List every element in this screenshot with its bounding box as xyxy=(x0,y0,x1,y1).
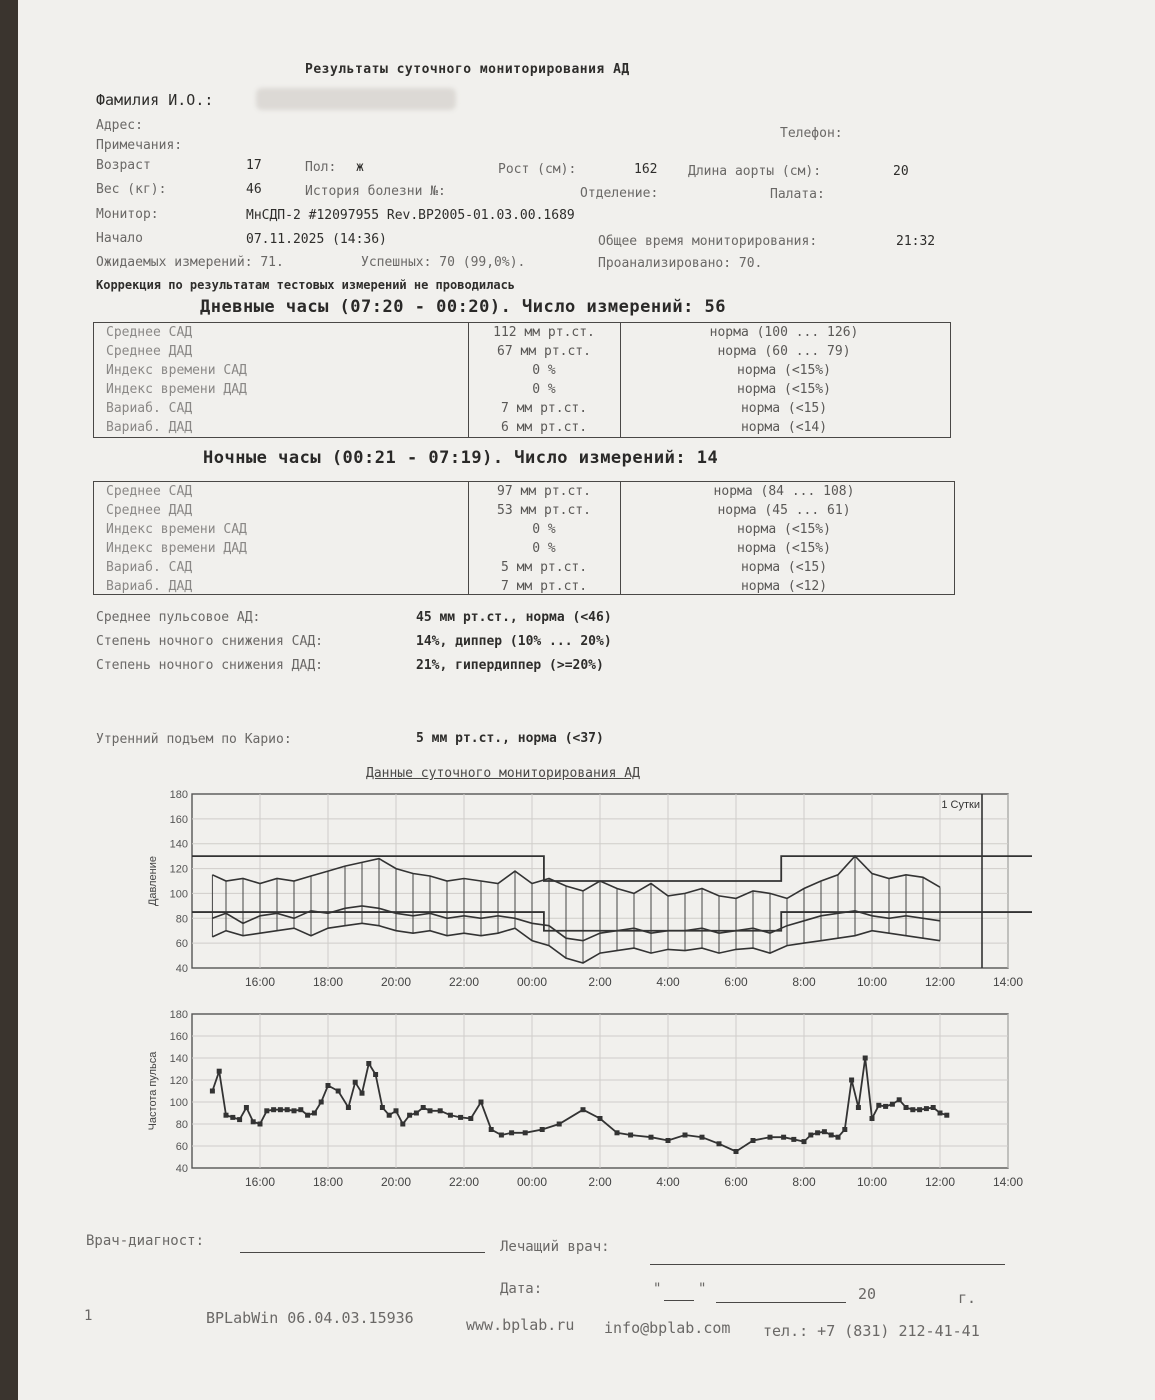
x-tick-label: 8:00 xyxy=(792,975,816,989)
morning-rise-value: 5 мм рт.ст., норма (<37) xyxy=(416,731,604,746)
footer-website: www.bplab.ru xyxy=(466,1316,575,1334)
night-drop-sad-value: 14%, диппер (10% ... 20%) xyxy=(416,634,612,649)
weight-label: Вес (кг): xyxy=(96,182,167,197)
attending-signature-line xyxy=(650,1264,1005,1265)
pulse-point xyxy=(373,1072,378,1077)
pulse-point xyxy=(944,1113,949,1118)
footer-software: BPLabWin 06.04.03.15936 xyxy=(206,1309,414,1327)
morning-rise-label: Утренний подъем по Карио: xyxy=(96,732,292,747)
pulse-pressure-label: Среднее пульсовое АД: xyxy=(96,610,261,625)
day-row: Индекс времени ДАД 0 % норма (<15%) xyxy=(106,382,831,397)
pulse-point xyxy=(438,1108,443,1113)
pulse-point xyxy=(666,1138,671,1143)
pulse-point xyxy=(598,1116,603,1121)
y-tick-label: 120 xyxy=(169,863,188,876)
x-tick-label: 6:00 xyxy=(724,1175,748,1189)
pulse-point xyxy=(924,1106,929,1111)
monitor-value: МнСДП-2 #12097955 Rev.BP2005-01.03.00.1689 xyxy=(246,208,575,223)
pulse-point xyxy=(489,1127,494,1132)
notes-label: Примечания: xyxy=(96,138,183,153)
day-table xyxy=(93,322,951,438)
pulse-point xyxy=(849,1078,854,1083)
x-tick-label: 22:00 xyxy=(448,975,480,989)
y-tick-label: 140 xyxy=(169,1053,188,1065)
x-tick-label: 20:00 xyxy=(380,1175,412,1189)
report-sheet xyxy=(18,0,1155,1400)
start-value: 07.11.2025 (14:36) xyxy=(246,232,387,247)
y-tick-label: 160 xyxy=(169,1031,188,1043)
total-time-value: 21:32 xyxy=(896,234,936,249)
pulse-pressure-value: 45 мм рт.ст., норма (<46) xyxy=(416,610,612,625)
pulse-point xyxy=(863,1056,868,1061)
y-tick-label: 180 xyxy=(169,789,188,801)
monitor-label: Монитор: xyxy=(96,207,159,222)
night-drop-sad-label: Степень ночного снижения САД: xyxy=(96,634,323,649)
sex-label: Пол: xyxy=(305,160,337,175)
pulse-point xyxy=(910,1107,915,1112)
pulse-point xyxy=(876,1103,881,1108)
day-row: Среднее САД 112 мм рт.ст. норма (100 ... 126) xyxy=(106,325,859,340)
weight-value: 46 xyxy=(246,182,262,197)
date-label: Дата: xyxy=(500,1281,543,1297)
aorta-label: Длина аорты (см): xyxy=(688,164,822,179)
doctor-diag-label: Врач-диагност: xyxy=(86,1233,205,1249)
address-label: Адрес: xyxy=(96,118,143,133)
pulse-point xyxy=(917,1107,922,1112)
success-text: Успешных: 70 (99,0%). xyxy=(361,255,526,270)
pulse-point xyxy=(581,1107,586,1112)
pulse-point xyxy=(509,1130,514,1135)
pulse-point xyxy=(822,1129,827,1134)
x-tick-label: 2:00 xyxy=(588,975,612,989)
ward-label: Палата: xyxy=(770,187,825,202)
night-drop-dad-value: 21%, гипердиппер (>=20%) xyxy=(416,658,604,673)
chart-title: Данные суточного мониторирования АД xyxy=(366,766,640,781)
pulse-point xyxy=(244,1105,249,1110)
total-time-label: Общее время мониторирования: xyxy=(598,234,818,249)
pulse-point xyxy=(298,1107,303,1112)
night-row: Вариаб. ДАД 7 мм рт.ст. норма (<12) xyxy=(106,579,828,594)
pulse-point xyxy=(407,1113,412,1118)
pulse-point xyxy=(836,1135,841,1140)
pulse-point xyxy=(615,1130,620,1135)
pulse-point xyxy=(870,1116,875,1121)
date-day-line xyxy=(664,1300,694,1301)
pulse-point xyxy=(897,1097,902,1102)
night-row: Среднее ДАД 53 мм рт.ст. норма (45 ... 61) xyxy=(106,503,851,518)
pulse-chart xyxy=(102,1004,1032,1208)
pulse-point xyxy=(380,1105,385,1110)
x-tick-label: 18:00 xyxy=(312,1175,344,1189)
age-label: Возраст xyxy=(96,158,151,173)
day-marker-label: 1 Сутки xyxy=(941,799,980,811)
day-row: Вариаб. ДАД 6 мм рт.ст. норма (<14) xyxy=(106,420,828,435)
y-tick-label: 40 xyxy=(175,1163,188,1175)
pulse-point xyxy=(421,1105,426,1110)
pulse-point xyxy=(210,1089,215,1094)
y-tick-label: 140 xyxy=(169,838,188,851)
pulse-point xyxy=(808,1133,813,1138)
phone-label: Телефон: xyxy=(780,126,843,141)
y-tick-label: 80 xyxy=(175,913,188,926)
pulse-point xyxy=(931,1105,936,1110)
night-row: Среднее САД 97 мм рт.ст. норма (84 ... 108) xyxy=(106,484,855,499)
aorta-value: 20 xyxy=(893,164,909,179)
x-tick-label: 4:00 xyxy=(656,975,680,989)
x-tick-label: 18:00 xyxy=(312,975,344,989)
footer-phone: тел.: +7 (831) 212-41-41 xyxy=(763,1322,980,1340)
redacted-name xyxy=(256,88,456,110)
date-quote-open: " xyxy=(653,1281,662,1297)
pulse-point xyxy=(387,1113,392,1118)
pulse-point xyxy=(353,1080,358,1085)
pulse-point xyxy=(938,1111,943,1116)
pulse-point xyxy=(683,1133,688,1138)
x-tick-label: 22:00 xyxy=(448,1175,480,1189)
y-tick-label: 60 xyxy=(175,938,188,951)
pulse-point xyxy=(856,1105,861,1110)
start-label: Начало xyxy=(96,231,143,246)
y-tick-label: 40 xyxy=(175,963,188,975)
x-tick-label: 4:00 xyxy=(656,1175,680,1189)
pulse-point xyxy=(815,1130,820,1135)
pulse-point xyxy=(904,1105,909,1110)
pulse-point xyxy=(360,1091,365,1096)
pulse-point xyxy=(458,1115,463,1120)
y-axis-label: Давление xyxy=(147,855,159,907)
pulse-point xyxy=(557,1122,562,1127)
pulse-point xyxy=(649,1135,654,1140)
day-heading: Дневные часы (07:20 - 00:20). Число измерений: 56 xyxy=(200,297,727,317)
x-tick-label: 2:00 xyxy=(588,1175,612,1189)
pulse-point xyxy=(312,1111,317,1116)
pulse-point xyxy=(428,1108,433,1113)
fio-label: Фамилия И.О.: xyxy=(96,91,214,109)
pulse-point xyxy=(734,1149,739,1154)
pulse-point xyxy=(285,1107,290,1112)
pulse-point xyxy=(217,1069,222,1074)
night-drop-dad-label: Степень ночного снижения ДАД: xyxy=(96,658,323,673)
y-tick-label: 120 xyxy=(169,1075,188,1087)
date-year-prefix: 20 xyxy=(858,1285,877,1303)
y-tick-label: 100 xyxy=(169,888,188,901)
doctor-diag-signature-line xyxy=(240,1252,485,1253)
night-row: Вариаб. САД 5 мм рт.ст. норма (<15) xyxy=(106,560,828,575)
expected-text: Ожидаемых измерений: 71. xyxy=(96,255,284,270)
x-tick-label: 16:00 xyxy=(244,1175,276,1189)
analyzed-text: Проанализировано: 70. xyxy=(598,256,763,271)
pulse-point xyxy=(717,1141,722,1146)
y-axis-label: Частота пульса xyxy=(147,1051,159,1131)
day-row: Среднее ДАД 67 мм рт.ст. норма (60 ... 79) xyxy=(106,344,851,359)
y-tick-label: 60 xyxy=(175,1141,188,1153)
pulse-point xyxy=(802,1139,807,1144)
pulse-point xyxy=(400,1122,405,1127)
pulse-point xyxy=(319,1100,324,1105)
pulse-point xyxy=(292,1108,297,1113)
day-row: Индекс времени САД 0 % норма (<15%) xyxy=(106,363,831,378)
y-tick-label: 100 xyxy=(169,1097,188,1109)
pulse-point xyxy=(264,1108,269,1113)
night-heading: Ночные часы (00:21 - 07:19). Число измерений: 14 xyxy=(203,448,719,468)
pulse-point xyxy=(842,1127,847,1132)
pulse-point xyxy=(258,1122,263,1127)
bp-chart xyxy=(102,780,1032,1000)
pulse-point xyxy=(278,1107,283,1112)
date-quote-close: " xyxy=(698,1281,707,1297)
night-table xyxy=(93,481,955,595)
pulse-point xyxy=(628,1133,633,1138)
pulse-point xyxy=(781,1135,786,1140)
pulse-point xyxy=(883,1104,888,1109)
pulse-point xyxy=(271,1107,276,1112)
height-label: Рост (см): xyxy=(498,162,577,177)
y-tick-label: 80 xyxy=(175,1119,188,1131)
pulse-point xyxy=(394,1108,399,1113)
x-tick-label: 00:00 xyxy=(516,1175,548,1189)
y-tick-label: 180 xyxy=(169,1009,188,1021)
systolic-series xyxy=(212,856,940,898)
x-tick-label: 20:00 xyxy=(380,975,412,989)
page-number: 1 xyxy=(84,1308,93,1324)
pulse-point xyxy=(251,1119,256,1124)
x-tick-label: 12:00 xyxy=(924,1175,956,1189)
pulse-point xyxy=(366,1061,371,1066)
pulse-point xyxy=(237,1117,242,1122)
footer-email: info@bplab.com xyxy=(604,1319,731,1337)
x-tick-label: 6:00 xyxy=(724,975,748,989)
history-label: История болезни №: xyxy=(305,184,446,199)
date-month-line xyxy=(716,1302,846,1303)
pulse-point xyxy=(700,1135,705,1140)
height-value: 162 xyxy=(634,162,658,177)
night-row: Индекс времени ДАД 0 % норма (<15%) xyxy=(106,541,831,556)
pulse-point xyxy=(414,1111,419,1116)
pulse-point xyxy=(230,1115,235,1120)
pulse-point xyxy=(305,1113,310,1118)
pulse-point xyxy=(468,1116,473,1121)
mean-series xyxy=(212,906,940,941)
department-label: Отделение: xyxy=(580,186,659,201)
x-tick-label: 8:00 xyxy=(792,1175,816,1189)
x-tick-label: 14:00 xyxy=(992,975,1024,989)
age-value: 17 xyxy=(246,158,262,173)
pulse-point xyxy=(829,1133,834,1138)
report-title: Результаты суточного мониторирования АД xyxy=(305,62,630,77)
pulse-point xyxy=(499,1133,504,1138)
x-tick-label: 10:00 xyxy=(856,975,888,989)
sex-value: ж xyxy=(356,160,364,175)
x-tick-label: 16:00 xyxy=(244,975,276,989)
x-tick-label: 12:00 xyxy=(924,975,956,989)
x-tick-label: 14:00 xyxy=(992,1175,1024,1189)
pulse-point xyxy=(751,1138,756,1143)
pulse-point xyxy=(479,1100,484,1105)
x-tick-label: 10:00 xyxy=(856,1175,888,1189)
correction-text: Коррекция по результатам тестовых измерений не проводилась xyxy=(96,278,516,292)
pulse-point xyxy=(890,1102,895,1107)
pulse-point xyxy=(791,1137,796,1142)
pulse-point xyxy=(346,1105,351,1110)
pulse-point xyxy=(224,1113,229,1118)
attending-label: Лечащий врач: xyxy=(500,1239,610,1255)
date-year-suffix: г. xyxy=(958,1289,977,1307)
day-row: Вариаб. САД 7 мм рт.ст. норма (<15) xyxy=(106,401,828,416)
x-tick-label: 00:00 xyxy=(516,975,548,989)
night-row: Индекс времени САД 0 % норма (<15%) xyxy=(106,522,831,537)
pulse-point xyxy=(326,1083,331,1088)
pulse-point xyxy=(448,1113,453,1118)
y-tick-label: 160 xyxy=(169,813,188,826)
pulse-point xyxy=(523,1130,528,1135)
pulse-point xyxy=(540,1127,545,1132)
pulse-point xyxy=(336,1089,341,1094)
pulse-point xyxy=(768,1135,773,1140)
